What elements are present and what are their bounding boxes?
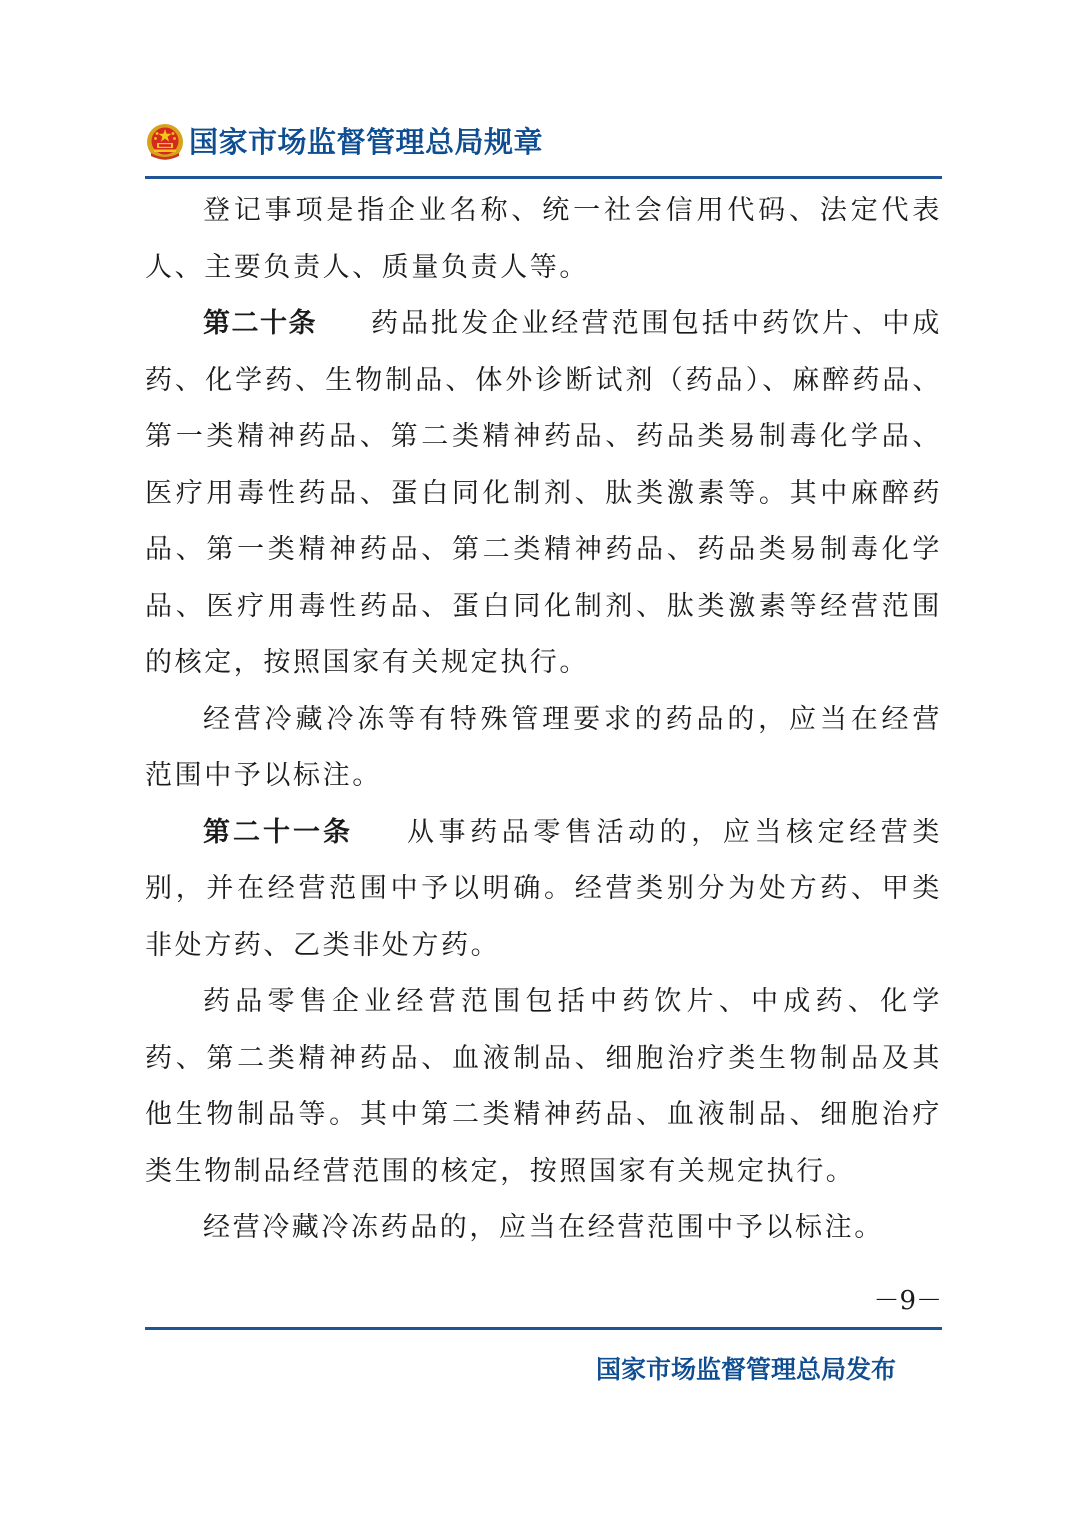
article-number: 第二十条 — [203, 308, 317, 339]
document-body — [145, 183, 942, 1257]
article-number: 第二十一条 — [203, 816, 353, 848]
paragraph-text: 药品零售企业经营范围包括中药饮片、中成药、化学药、第二类精神药品、血液制品、细胞治疗类生物制品及其他生物制品等。其中第二类精神药品、血液制品、细胞治疗类生物制品经营范围的核定，按照国家有关规定执行。 — [145, 986, 942, 1187]
article-paragraph — [145, 296, 942, 692]
header-title: 国家市场监督管理总局规章 — [189, 125, 544, 159]
page-header — [145, 118, 942, 168]
national-emblem-icon — [145, 122, 185, 162]
body-paragraph — [145, 692, 942, 805]
header-divider — [145, 176, 942, 179]
footer-publisher: 国家市场监督管理总局发布 — [595, 1355, 896, 1384]
paragraph-text: 登记事项是指企业名称、统一社会信用代码、法定代表人、主要负责人、质量负责人等。 — [145, 195, 942, 283]
body-paragraph — [145, 183, 942, 296]
footer-divider — [145, 1327, 942, 1330]
page-number: －9－ — [873, 1286, 942, 1316]
paragraph-text: 药品批发企业经营范围包括中药饮片、中成药、化学药、生物制品、体外诊断试剂（药品）、麻醉药品、第一类精神药品、第二类精神药品、药品类易制毒化学品、医疗用毒性药品、蛋白同化制剂、肽类激素等。其中麻醉药品、第一类精神药品、第二类精神药品、药品类易制毒化学品、医疗用毒性药品、蛋白同化制剂、肽类激素等经营范围的核定，按照国家有关规定执行。 — [145, 308, 943, 678]
paragraph-text: 经营冷藏冷冻药品的，应当在经营范围中予以标注。 — [203, 1212, 884, 1243]
article-paragraph — [145, 805, 942, 975]
body-paragraph — [145, 1200, 942, 1257]
body-paragraph — [145, 974, 942, 1200]
paragraph-text: 从事药品零售活动的，应当核定经营类别，并在经营范围中予以明确。经营类别分为处方药、甲类非处方药、乙类非处方药。 — [145, 816, 942, 961]
paragraph-text: 经营冷藏冷冻等有特殊管理要求的药品的，应当在经营范围中予以标注。 — [145, 703, 942, 791]
